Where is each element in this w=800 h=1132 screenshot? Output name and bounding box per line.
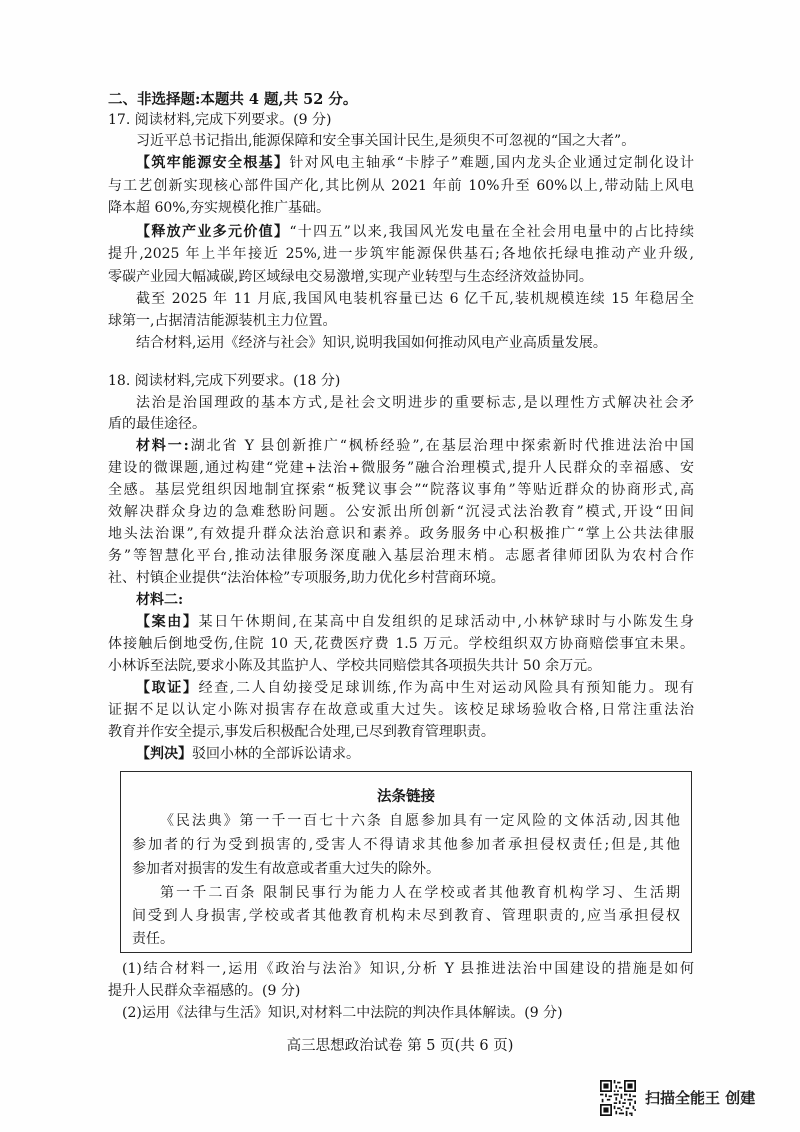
text-line: 全感。基层党组织因地制宜探索“板凳议事会”“院落议事角”等贴近群众的协商形式,高 xyxy=(108,482,694,498)
sub-question-2: (2)运用《法律与生活》知识,对材料二中法院的判决作具体解读。(9 分) xyxy=(122,1005,563,1021)
text-line: 零碳产业园大幅减碳,跨区域绿电交易激增,实现产业转型与生态经济效益协同。 xyxy=(108,269,593,285)
text-line-body: 某日午休期间,在某高中自发组织的足球活动中,小林铲球时与小陈发生身 xyxy=(198,614,695,630)
text-line: 法治是治国理政的基本方式,是社会文明进步的重要标志,是以理性方式解决社会矛 xyxy=(136,395,694,411)
text-line: 与工艺创新实现核心部件国产化,其比例从 2021 年前 10%升至 60%以上,带动陆上风电 xyxy=(108,178,694,194)
qr-code xyxy=(600,1080,636,1116)
text-line: 效解决群众身边的急难愁盼问题。公安派出所创新“沉浸式法治教育”模式,开设“田间 xyxy=(108,504,694,520)
text-line: 教育并作安全提示,事发后积极配合处理,已尽到教育管理职责。 xyxy=(108,724,495,740)
text-line: 球第一,占据清洁能源装机主力位置。 xyxy=(108,313,337,329)
text-line-body: 针对风电主轴承“卡脖子”难题,国内龙头企业通过定制化设计 xyxy=(289,155,695,171)
sub-question-1-cont: 提升人民群众幸福感的。(9 分) xyxy=(108,983,301,999)
text-line: 体接触后倒地受伤,住院 10 天,花费医疗费 1.5 万元。学校组织双方协商赔偿事宜未果。 xyxy=(108,636,694,652)
text-line: 截至 2025 年 11 月底,我国风电装机容量已达 6 亿千瓦,装机规模连续 15 年稳居全 xyxy=(136,291,694,307)
law-text-line: 参加者的行为受到损害的,受害人不得请求其他参加者承担侵权责任;但是,其他 xyxy=(132,837,680,853)
question-18-prompt: 18. 阅读材料,完成下列要求。(18 分) xyxy=(108,373,341,389)
text-line: 社、村镇企业提供“法治体检”专项服务,助力优化乡村营商环境。 xyxy=(108,570,505,586)
material-label: 【判决】 xyxy=(136,746,192,762)
material-label: 【筑牢能源安全根基】 xyxy=(136,155,290,171)
page-content xyxy=(108,0,694,1132)
text-line: 小林诉至法院,要求小陈及其监护人、学校共同赔偿其各项损失共计 50 余万元。 xyxy=(108,658,602,674)
text-line-body: 驳回小林的全部诉讼请求。 xyxy=(192,746,360,762)
material-label: 【案由】 xyxy=(136,614,199,630)
sub-question-1: (1)结合材料一,运用《政治与法治》知识,分析 Y 县推进法治中国建设的措施是如何 xyxy=(122,961,694,977)
law-text-line: 责任。 xyxy=(132,931,174,947)
material-label: 材料一: xyxy=(136,438,189,454)
text-line-body: 湖北省 Y 县创新推广“枫桥经验”,在基层治理中探索新时代推进法治中国 xyxy=(188,438,694,454)
text-line: 证据不足以认定小陈对损害存在故意或重大过失。该校足球场验收合格,日常注重法治 xyxy=(108,702,694,718)
law-box-title: 法条链接 xyxy=(377,788,435,805)
text-line: 务”等智慧化平台,推动法律服务深度融入基层治理末梢。志愿者律师团队为农村合作 xyxy=(108,548,694,564)
text-line: 盾的最佳途径。 xyxy=(108,416,206,432)
text-line: 地头法治课”,有效提升群众法治意识和素养。政务服务中心积极推广“掌上公共法律服 xyxy=(108,526,694,542)
law-articles-box xyxy=(120,771,692,953)
section-heading: 二、非选择题:本题共 4 题,共 52 分。 xyxy=(108,91,358,108)
question-17-prompt: 17. 阅读材料,完成下列要求。(9 分) xyxy=(108,112,332,128)
text-line: 建设的微课题,通过构建“党建+法治+微服务”融合治理模式,提升人民群众的幸福感、安 xyxy=(108,460,694,476)
scanner-watermark: 扫描全能王 创建 xyxy=(645,1089,756,1107)
text-line xyxy=(108,743,694,765)
page-footer: 高三思想政治试卷 第 5 页(共 6 页) xyxy=(286,1038,514,1054)
law-text-line: 第一千二百条 限制民事行为能力人在学校或者其他教育机构学习、生活期 xyxy=(160,885,680,901)
text-line xyxy=(108,677,694,699)
material-label: 材料二: xyxy=(136,592,184,608)
text-line: 习近平总书记指出,能源保障和安全事关国计民生,是须臾不可忽视的“国之大者”。 xyxy=(136,133,636,149)
text-line: 降本超 60%,夯实规模化推广基础。 xyxy=(108,200,331,216)
text-line: 提升,2025 年上半年接近 25%,进一步筑牢能源保供基石;各地依托绿电推动产业升级, xyxy=(108,246,694,262)
law-text-line: 《民法典》第一千一百七十六条 自愿参加具有一定风险的文体活动,因其他 xyxy=(160,813,680,829)
text-line xyxy=(108,589,694,611)
text-line xyxy=(108,611,694,633)
text-line xyxy=(108,221,694,243)
text-line xyxy=(108,152,694,174)
law-text-line: 间受到人身损害,学校或者其他教育机构未尽到教育、管理职责的,应当承担侵权 xyxy=(132,908,680,924)
text-line-body: “十四五”以来,我国风光发电量在全社会用电量中的占比持续 xyxy=(289,224,695,240)
text-line-body: 经查,二人自幼接受足球训练,作为高中生对运动风险具有预知能力。现有 xyxy=(198,680,695,696)
law-text-line: 参加者对损害的发生有故意或者重大过失的除外。 xyxy=(132,861,440,877)
question-17-task: 结合材料,运用《经济与社会》知识,说明我国如何推动风电产业高质量发展。 xyxy=(136,335,607,351)
material-label: 【释放产业多元价值】 xyxy=(136,224,290,240)
material-label: 【取证】 xyxy=(136,680,199,696)
text-line xyxy=(108,435,694,457)
